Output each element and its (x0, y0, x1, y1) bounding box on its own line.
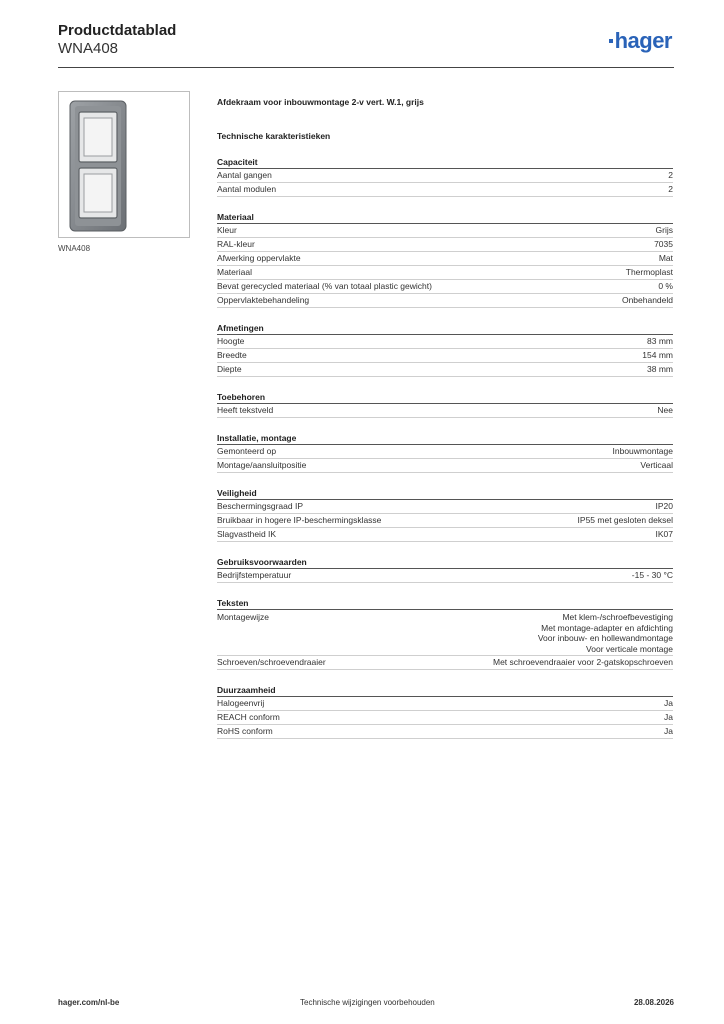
spec-label: Oppervlaktebehandeling (217, 295, 310, 305)
spec-section (217, 391, 673, 418)
spec-row (217, 711, 673, 725)
spec-section (217, 322, 673, 377)
spec-row (217, 528, 673, 542)
spec-value: Verticaal (640, 460, 673, 470)
spec-row (217, 725, 673, 739)
spec-value: Thermoplast (625, 267, 673, 277)
section-title: Afmetingen (217, 322, 673, 335)
spec-value: Inbouwmontage (612, 446, 673, 456)
spec-row (217, 224, 673, 238)
spec-value: IK07 (655, 529, 673, 539)
spec-value: IP55 met gesloten deksel (577, 515, 673, 525)
spec-value: IP20 (655, 501, 673, 511)
spec-value-line: Met montage-adapter en afdichting (541, 622, 673, 633)
spec-row (217, 294, 673, 308)
spec-label: Hoogte (217, 336, 245, 346)
document-title: Productdatablad (58, 22, 177, 39)
spec-row (217, 335, 673, 349)
spec-row (217, 459, 673, 473)
spec-row (217, 349, 673, 363)
spec-label: Aantal modulen (217, 184, 277, 194)
spec-label: Materiaal (217, 267, 252, 277)
tech-heading: Technische karakteristieken (217, 131, 331, 141)
spec-label: Montage/aansluitpositie (217, 460, 307, 470)
section-title: Teksten (217, 597, 673, 610)
spec-row (217, 266, 673, 280)
section-title: Duurzaamheid (217, 684, 673, 697)
spec-section (217, 211, 673, 308)
spec-label: REACH conform (217, 712, 280, 722)
spec-value-line: Met klem-/schroefbevestiging (562, 612, 673, 622)
spec-row (217, 252, 673, 266)
spec-label: Halogeenvrij (217, 698, 265, 708)
spec-sections (217, 156, 673, 739)
spec-label: Breedte (217, 350, 247, 360)
footer-date: 28.08.2026 (633, 998, 674, 1007)
spec-value: 0 % (658, 281, 673, 291)
spec-value: Mat (658, 253, 673, 263)
spec-section (217, 556, 673, 583)
spec-value: Ja (664, 698, 673, 708)
spec-label: Beschermingsgraad IP (217, 501, 303, 511)
spec-row (217, 569, 673, 583)
spec-row (217, 363, 673, 377)
section-title: Capaciteit (217, 156, 673, 169)
spec-label: Montagewijze (217, 612, 269, 622)
spec-value-line: Voor verticale montage (586, 643, 673, 654)
footer-website: hager.com/nl-be (58, 998, 120, 1007)
spec-label: Diepte (217, 364, 242, 374)
spec-label: Kleur (217, 225, 237, 235)
section-title: Gebruiksvoorwaarden (217, 556, 673, 569)
spec-value: 83 mm (647, 336, 673, 346)
product-code: WNA408 (58, 40, 119, 57)
spec-value: 154 mm (642, 350, 673, 360)
hager-logo (609, 28, 672, 54)
spec-value-line: Voor inbouw- en hollewandmontage (537, 633, 673, 643)
spec-label: Afwerking oppervlakte (217, 253, 301, 263)
spec-value: Onbehandeld (621, 295, 673, 305)
section-title: Installatie, montage (217, 432, 673, 445)
spec-row (217, 610, 673, 656)
footer-disclaimer: Technische wijzigingen voorbehouden (300, 998, 435, 1007)
spec-value: -15 - 30 °C (631, 570, 673, 580)
spec-row (217, 404, 673, 418)
product-description: Afdekraam voor inbouwmontage 2-v vert. W.1, grijs (217, 97, 424, 107)
spec-section (217, 684, 673, 739)
spec-value: 38 mm (647, 364, 673, 374)
spec-label: Gemonteerd op (217, 446, 277, 456)
section-title: Toebehoren (217, 391, 673, 404)
header-divider (58, 67, 674, 68)
spec-row (217, 445, 673, 459)
spec-row (217, 500, 673, 514)
image-caption: WNA408 (58, 244, 91, 253)
datasheet-content (217, 96, 673, 739)
spec-row (217, 183, 673, 197)
spec-value: Grijs (655, 225, 673, 235)
spec-value: 2 (668, 184, 673, 194)
spec-row (217, 697, 673, 711)
spec-label: Slagvastheid IK (217, 529, 277, 539)
spec-section (217, 156, 673, 197)
spec-section (217, 597, 673, 670)
spec-section (217, 487, 673, 542)
spec-label: RAL-kleur (217, 239, 255, 249)
spec-row (217, 169, 673, 183)
spec-label: Aantal gangen (217, 170, 272, 180)
spec-value: Met schroevendraaier voor 2-gatskopschroeven (492, 657, 673, 667)
page-header (58, 20, 674, 64)
spec-label: Bruikbaar in hogere IP-beschermingsklasse (217, 515, 382, 525)
spec-value: 2 (668, 170, 673, 180)
spec-label: RoHS conform (217, 726, 273, 736)
cover-frame-icon (59, 92, 189, 237)
spec-value: Ja (664, 726, 673, 736)
section-title: Veiligheid (217, 487, 673, 500)
spec-row (217, 238, 673, 252)
spec-label: Heeft tekstveld (217, 405, 274, 415)
spec-label: Bedrijfstemperatuur (217, 570, 292, 580)
spec-row (217, 656, 673, 670)
logo-text: hager (614, 28, 672, 53)
spec-label: Schroeven/schroevendraaier (217, 657, 326, 667)
spec-value: Ja (664, 712, 673, 722)
section-title: Materiaal (217, 211, 673, 224)
spec-section (217, 432, 673, 473)
spec-value: 7035 (654, 239, 673, 249)
spec-value (538, 612, 673, 654)
logo-dot-icon (609, 39, 613, 43)
spec-label: Bevat gerecycled materiaal (% van totaal plastic gewicht) (217, 281, 432, 291)
spec-row (217, 514, 673, 528)
product-image (58, 91, 190, 238)
spec-row (217, 280, 673, 294)
spec-value: Nee (657, 405, 673, 415)
